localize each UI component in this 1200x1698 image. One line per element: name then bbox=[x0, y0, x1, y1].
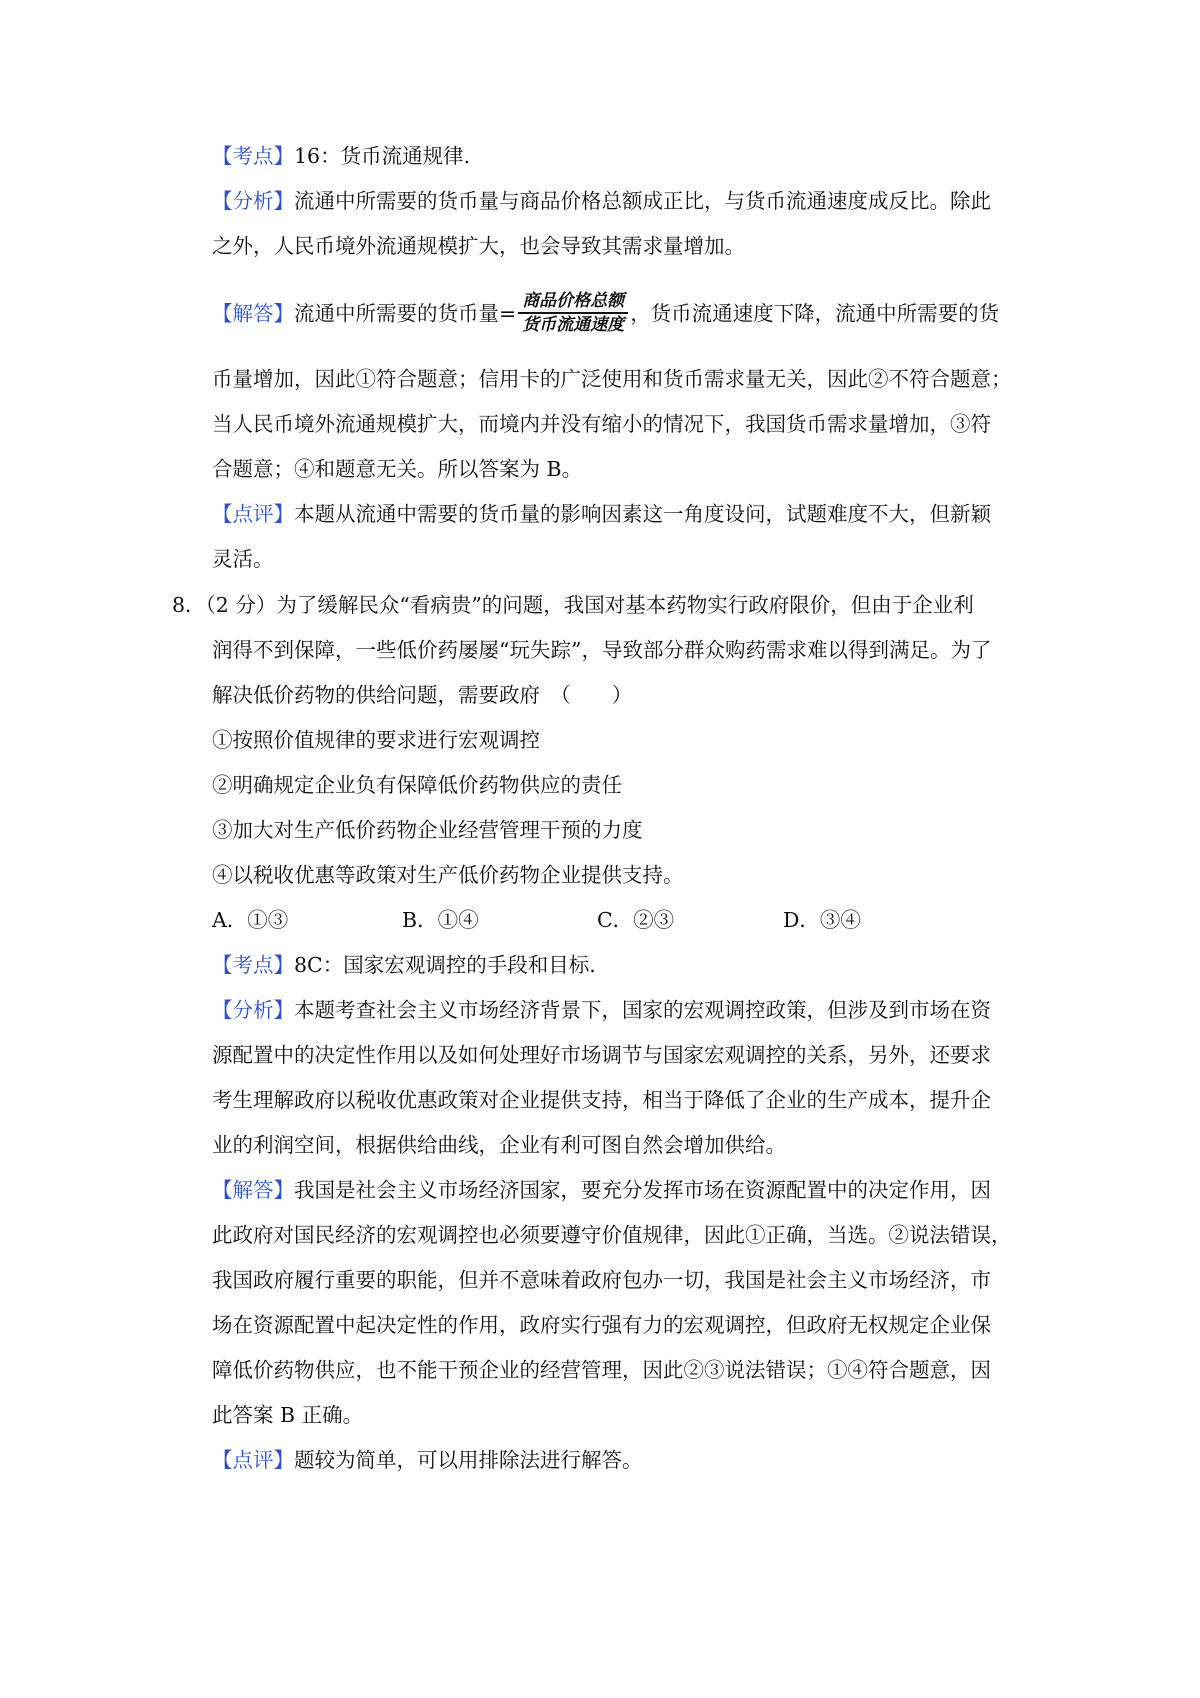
question-stem-text: 8．（2 分）为了缓解民众“看病贵”的问题，我国对基本药物实行政府限价，但由于企业利 bbox=[172, 593, 974, 617]
jieda-line bbox=[212, 364, 1012, 394]
option-c[interactable]: C．②③ bbox=[597, 908, 675, 932]
kaodian-tag: 【考点】 bbox=[212, 953, 294, 977]
statement-item bbox=[212, 815, 643, 845]
jieda-line bbox=[212, 293, 999, 337]
dianping-line bbox=[212, 499, 991, 529]
kaodian-text: 16：货币流通规律. bbox=[294, 144, 471, 168]
dianping-tag: 【点评】 bbox=[212, 502, 294, 526]
jieda-line bbox=[212, 1265, 991, 1295]
jieda-line bbox=[212, 1175, 991, 1205]
dianping-tag: 【点评】 bbox=[212, 1448, 294, 1472]
option-d[interactable]: D．③④ bbox=[783, 908, 861, 932]
jieda-line bbox=[212, 454, 582, 484]
fraction-bar bbox=[518, 312, 628, 314]
statement-item bbox=[212, 860, 684, 890]
dianping-text: 灵活。 bbox=[212, 547, 274, 571]
question-stem bbox=[212, 680, 632, 710]
dianping-text: 本题从流通中需要的货币量的影响因素这一角度设问，试题难度不大，但新颖 bbox=[294, 502, 991, 526]
question-stem-text: 解决低价药物的供给问题，需要政府 （ ） bbox=[212, 683, 633, 707]
jieda-line bbox=[212, 1400, 363, 1430]
money-formula-fraction bbox=[518, 291, 628, 335]
fenxi-text: 考生理解政府以税收优惠政策对企业提供支持，相当于降低了企业的生产成本，提升企 bbox=[212, 1088, 991, 1112]
option-b[interactable]: B．①④ bbox=[402, 908, 479, 932]
dianping-text: 题较为简单，可以用排除法进行解答。 bbox=[294, 1448, 643, 1472]
statement-item bbox=[212, 770, 622, 800]
fenxi-line bbox=[212, 1040, 991, 1070]
jieda-text: 流通中所需要的货币量= bbox=[294, 301, 517, 326]
fraction-denominator: 货币流通速度 bbox=[522, 315, 625, 335]
statement-item bbox=[212, 725, 540, 755]
question-stem bbox=[212, 635, 991, 665]
fenxi-text: 业的利润空间，根据供给曲线，企业有利可图自然会增加供给。 bbox=[212, 1133, 786, 1157]
jieda-text: 合题意；④和题意无关。所以答案为 B。 bbox=[212, 457, 583, 481]
jieda-text: 场在资源配置中起决定性的作用，政府实行强有力的宏观调控，但政府无权规定企业保 bbox=[212, 1313, 991, 1337]
jieda-text: 此答案 B 正确。 bbox=[212, 1403, 364, 1427]
fenxi-line bbox=[212, 231, 745, 261]
statement-text: ①按照价值规律的要求进行宏观调控 bbox=[212, 728, 540, 752]
kaodian-tag: 【考点】 bbox=[212, 144, 294, 168]
jieda-line bbox=[212, 1355, 991, 1385]
jieda-text: ，货币流通速度下降，流通中所需要的货 bbox=[630, 301, 1000, 326]
fraction-numerator: 商品价格总额 bbox=[522, 291, 625, 311]
fenxi-line bbox=[212, 995, 991, 1025]
jieda-line bbox=[212, 1310, 991, 1340]
fenxi-line bbox=[212, 1085, 991, 1115]
jieda-line bbox=[212, 1220, 1012, 1250]
dianping-line bbox=[212, 544, 274, 574]
statement-text: ④以税收优惠等政策对生产低价药物企业提供支持。 bbox=[212, 863, 684, 887]
jieda-text: 我国政府履行重要的职能，但并不意味着政府包办一切，我国是社会主义市场经济，市 bbox=[212, 1268, 991, 1292]
fenxi-text: 流通中所需要的货币量与商品价格总额成正比，与货币流通速度成反比。除此 bbox=[294, 189, 991, 213]
question-stem bbox=[172, 590, 974, 620]
question-stem-text: 润得不到保障，一些低价药屡屡“玩失踪”，导致部分群众购药需求难以得到满足。为了 bbox=[212, 638, 992, 662]
jieda-text: 此政府对国民经济的宏观调控也必须要遵守价值规律，因此①正确，当选。②说法错误， bbox=[212, 1223, 1012, 1247]
jieda-line bbox=[212, 409, 991, 439]
jieda-text: 当人民币境外流通规模扩大，而境内并没有缩小的情况下，我国货币需求量增加，③符 bbox=[212, 412, 991, 436]
jieda-tag: 【解答】 bbox=[212, 1178, 294, 1202]
jieda-text: 币量增加，因此①符合题意；信用卡的广泛使用和货币需求量无关，因此②不符合题意； bbox=[212, 367, 1012, 391]
dianping-line bbox=[212, 1445, 643, 1475]
fenxi-tag: 【分析】 bbox=[212, 998, 294, 1022]
jieda-tag: 【解答】 bbox=[212, 301, 294, 326]
kaodian-line bbox=[212, 141, 470, 171]
jieda-text: 我国是社会主义市场经济国家，要充分发挥市场在资源配置中的决定作用，因 bbox=[294, 1178, 991, 1202]
kaodian-text: 8C：国家宏观调控的手段和目标. bbox=[294, 953, 596, 977]
fenxi-line bbox=[212, 1130, 786, 1160]
statement-text: ③加大对生产低价药物企业经营管理干预的力度 bbox=[212, 818, 643, 842]
option-a[interactable]: A．①③ bbox=[212, 908, 289, 932]
statement-text: ②明确规定企业负有保障低价药物供应的责任 bbox=[212, 773, 622, 797]
fenxi-tag: 【分析】 bbox=[212, 189, 294, 213]
fenxi-text: 之外，人民币境外流通规模扩大，也会导致其需求量增加。 bbox=[212, 234, 745, 258]
fenxi-text: 本题考查社会主义市场经济背景下，国家的宏观调控政策，但涉及到市场在资 bbox=[294, 998, 991, 1022]
fenxi-line bbox=[212, 186, 991, 216]
jieda-text: 障低价药物供应，也不能干预企业的经营管理，因此②③说法错误；①④符合题意，因 bbox=[212, 1358, 991, 1382]
kaodian-line bbox=[212, 950, 596, 980]
fenxi-text: 源配置中的决定性作用以及如何处理好市场调节与国家宏观调控的关系，另外，还要求 bbox=[212, 1043, 991, 1067]
